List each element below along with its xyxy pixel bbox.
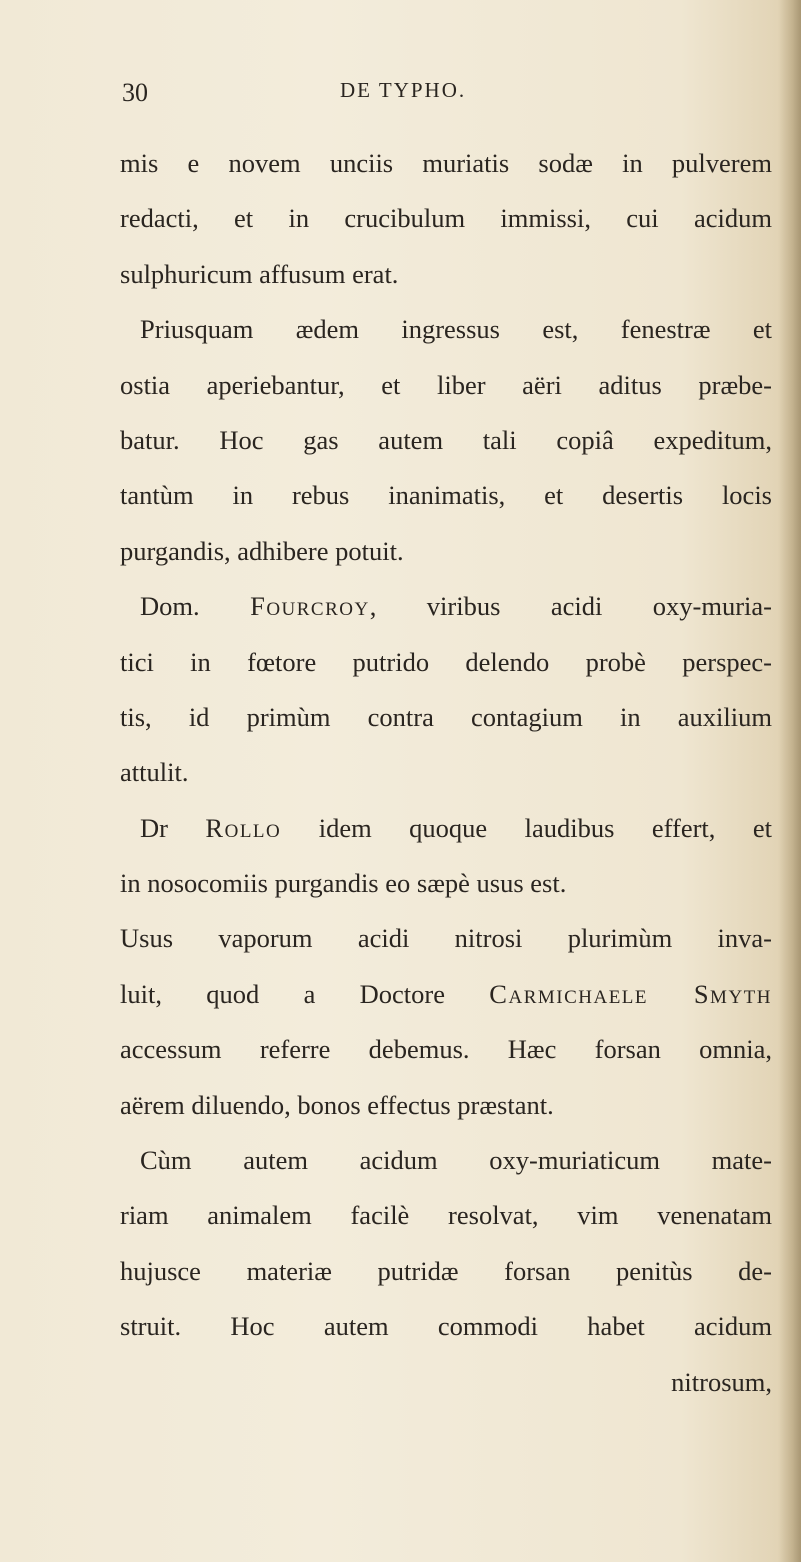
text-line: tis, id primùm contra contagium in auxilium <box>120 701 772 732</box>
text-line: purgandis, adhibere potuit. <box>120 535 404 566</box>
line-text-after: , viribus acidi oxy-muria- <box>369 591 773 622</box>
text-line <box>120 579 772 634</box>
text-line: Usus vaporum acidi nitrosi plurimùm inva- <box>120 923 772 954</box>
author-name-fourcroy: Fourcroy <box>250 591 370 622</box>
running-head <box>122 78 772 108</box>
author-name-carmichaele-smyth: Carmichaele Smyth <box>489 978 773 1009</box>
text-line: tici in fœtore putrido delendo probè perspec- <box>120 646 772 677</box>
text-line: redacti, et in crucibulum immissi, cui acidum <box>120 203 772 234</box>
text-line <box>120 967 772 1022</box>
text-line: Cùm autem acidum oxy-muriaticum mate- <box>140 1145 772 1176</box>
text-line: ostia aperiebantur, et liber aëri aditus præbe- <box>120 369 772 400</box>
text-line: Priusquam ædem ingressus est, fenestræ et <box>140 314 772 345</box>
text-line: aërem diluendo, bonos effectus præstant. <box>120 1089 554 1120</box>
text-line: mis e novem unciis muriatis sodæ in pulverem <box>120 148 772 178</box>
text-line: batur. Hoc gas autem tali copiâ expeditum, <box>120 424 772 455</box>
catchword: nitrosum, <box>671 1366 772 1397</box>
page-number: 30 <box>122 78 148 107</box>
text-line: riam animalem facilè resolvat, vim venenatam <box>120 1200 772 1231</box>
text-line: struit. Hoc autem commodi habet acidum <box>120 1311 772 1342</box>
text-line: sulphuricum affusum erat. <box>120 258 399 289</box>
text-line: hujusce materiæ putridæ forsan penitùs de- <box>120 1255 772 1286</box>
line-text-before: Dom. <box>140 591 251 622</box>
line-text-after: idem quoque laudibus effert, et <box>281 812 772 843</box>
text-line: in nosocomiis purgandis eo sæpè usus est. <box>120 868 567 899</box>
line-text-before: luit, quod a Doctore <box>120 978 490 1009</box>
text-line <box>120 801 772 856</box>
text-line: accessum referre debemus. Hæc forsan omnia, <box>120 1034 772 1065</box>
text-line: tantùm in rebus inanimatis, et desertis locis <box>120 480 772 511</box>
running-head-title: DE TYPHO. <box>340 78 467 102</box>
author-name-rollo: Rollo <box>205 812 282 843</box>
line-text-before: Dr <box>140 812 206 843</box>
text-body <box>120 136 772 1410</box>
page-gutter-shadow <box>779 0 801 1562</box>
text-line: attulit. <box>120 757 189 788</box>
